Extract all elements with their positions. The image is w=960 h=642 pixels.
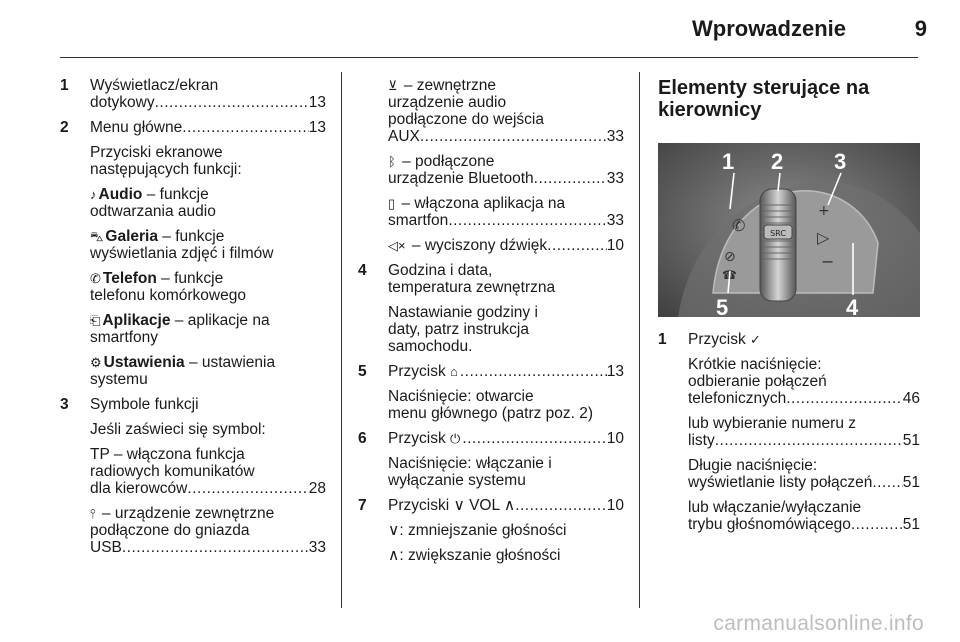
phone-button-icon: ✆ — [732, 216, 746, 235]
function-name: Telefon — [102, 270, 157, 287]
mute-button-icon: ⊘ — [724, 249, 736, 265]
page-ref: 33 — [606, 128, 624, 145]
list-item-1 — [658, 331, 920, 348]
function-audio — [60, 186, 326, 220]
entry-label: wyświetlanie listy połączeń — [688, 474, 873, 491]
entry-label: Menu główne — [90, 119, 183, 136]
text-line: telefonu komórkowego — [90, 287, 246, 304]
smartphone-icon: ▯ — [388, 196, 396, 211]
entry-label: dla kierowców — [90, 480, 188, 497]
hangup-button-icon: ☎ — [722, 268, 737, 282]
text-line: Naciśnięcie: włączanie i — [388, 455, 552, 472]
section-title — [658, 77, 920, 121]
text-line: Naciśnięcie: otwarcie — [388, 388, 534, 405]
column-2 — [358, 77, 624, 572]
page-ref: 13 — [308, 94, 326, 111]
page-ref: 13 — [606, 363, 624, 380]
function-aplikacje — [60, 312, 326, 346]
column-3 — [658, 77, 920, 541]
entry-label: listy — [688, 432, 715, 449]
text-line: daty, patrz instrukcja — [388, 321, 529, 338]
list-item-5 — [358, 363, 624, 380]
item-number: 7 — [358, 497, 367, 514]
page-ref: 10 — [606, 237, 624, 254]
function-desc: – funkcje — [142, 186, 209, 203]
text-line: podłączone do wejścia — [388, 111, 544, 128]
header-divider — [60, 57, 918, 58]
page-ref: 10 — [606, 430, 624, 447]
bluetooth-icon: ᛒ — [388, 154, 396, 169]
paragraph — [658, 457, 920, 491]
title-line: kierownicy — [658, 99, 762, 121]
page-ref: 46 — [902, 390, 920, 407]
function-name: Aplikacje — [102, 312, 171, 329]
symbol-tp — [60, 446, 326, 497]
text-line: – podłączone — [397, 153, 495, 170]
item-text: temperatura zewnętrzna — [388, 279, 556, 296]
paragraph — [658, 415, 920, 449]
paragraph — [60, 144, 326, 178]
symbol-app — [358, 195, 624, 229]
src-label: SRC — [770, 229, 786, 238]
page-ref: 10 — [606, 497, 624, 514]
entry-label: urządzenie Bluetooth — [388, 170, 534, 187]
callout-4: 4 — [846, 295, 859, 317]
column-divider-1 — [341, 72, 342, 608]
page-ref: 51 — [902, 474, 920, 491]
text-line: samochodu. — [388, 338, 473, 355]
page-ref: 33 — [606, 212, 624, 229]
phone-call-icon: ✓ — [750, 332, 761, 347]
mute-icon: ◁× — [388, 238, 406, 253]
text-line: odbieranie połączeń — [688, 373, 827, 390]
item-number: 5 — [358, 363, 367, 380]
column-divider-2 — [639, 72, 640, 608]
paragraph — [658, 499, 920, 533]
callout-1: 1 — [722, 149, 735, 174]
text-line: menu głównego (patrz poz. 2) — [388, 405, 594, 422]
function-desc: – aplikacje na — [170, 312, 270, 329]
text-line: systemu — [90, 371, 148, 388]
page-ref: 51 — [902, 516, 920, 533]
text-line: ∨: zmniejszanie głośności — [388, 522, 567, 539]
entry-label: trybu głośnomówiącego — [688, 516, 851, 533]
minus-button-icon: − — [821, 252, 835, 271]
text-line: urządzenie audio — [388, 94, 507, 111]
music-note-icon: ♪ — [90, 187, 97, 202]
speaker-button-icon: ▷ — [817, 228, 830, 247]
entry-label: Przycisk — [388, 363, 446, 380]
function-desc: – ustawienia — [184, 354, 276, 371]
item-number: 3 — [60, 396, 69, 413]
power-icon: ⏻ — [450, 431, 461, 446]
symbol-mute — [358, 237, 624, 254]
home-icon: ⌂ — [450, 364, 458, 379]
paragraph — [358, 388, 624, 422]
function-name: Ustawienia — [103, 354, 185, 371]
function-galeria — [60, 228, 326, 262]
entry-label: USB — [90, 539, 122, 556]
paragraph — [358, 455, 624, 489]
text-line: Przyciski ekranowe — [90, 144, 223, 161]
entry-label: smartfon — [388, 212, 449, 229]
page-ref: 33 — [308, 539, 326, 556]
title-line: Elementy sterujące na — [658, 77, 870, 99]
list-item-3 — [60, 396, 326, 413]
text-line: – włączona aplikacja na — [397, 195, 566, 212]
text-line: – urządzenie zewnętrzne — [97, 505, 275, 522]
list-item-1 — [60, 77, 326, 111]
item-text: Przycisk — [688, 331, 746, 348]
item-number: 1 — [60, 77, 69, 94]
page-number: 9 — [914, 16, 927, 41]
column-1 — [60, 77, 326, 564]
page-title: Wprowadzenie — [691, 16, 846, 41]
usb-icon: ⫯ — [90, 506, 96, 521]
phone-icon: ✆ — [90, 271, 101, 286]
text-line: podłączone do gniazda — [90, 522, 250, 539]
page-ref: 28 — [308, 480, 326, 497]
text-line: następujących funkcji: — [90, 161, 242, 178]
page-ref: 51 — [902, 432, 920, 449]
callout-3: 3 — [834, 149, 847, 174]
entry-label: AUX — [388, 128, 420, 145]
callout-2: 2 — [771, 149, 784, 174]
paragraph — [658, 356, 920, 407]
watermark: carmanualsonline.info — [713, 612, 924, 635]
text-line: Jeśli zaświeci się symbol: — [90, 421, 266, 438]
paragraph — [358, 522, 624, 539]
entry-label: – wyciszony dźwięk — [407, 237, 548, 254]
entry-label: Przycisk — [388, 430, 446, 447]
list-item-2 — [60, 119, 326, 136]
toc-entry — [90, 119, 326, 136]
text-line: Nastawianie godziny i — [388, 304, 538, 321]
function-ustawienia — [60, 354, 326, 388]
text-line: wyświetlania zdjęć i filmów — [90, 245, 274, 262]
item-text: Godzina i data, — [388, 262, 493, 279]
function-name: Galeria — [105, 228, 158, 245]
list-item-4 — [358, 262, 624, 296]
symbol-usb — [60, 505, 326, 556]
function-name: Audio — [98, 186, 143, 203]
paragraph — [60, 421, 326, 438]
item-number: 2 — [60, 119, 69, 136]
page-ref: 13 — [308, 119, 326, 136]
text-line: ∧: zwiększanie głośności — [388, 547, 561, 564]
text-line: lub włączanie/wyłączanie — [688, 499, 862, 516]
text-line: radiowych komunikatów — [90, 463, 255, 480]
plus-button-icon: + — [818, 203, 830, 219]
text-line: odtwarzania audio — [90, 203, 216, 220]
text-line: lub wybieranie numeru z — [688, 415, 857, 432]
function-desc: – funkcje — [156, 270, 224, 287]
paragraph — [358, 547, 624, 564]
text-line: TP – włączona funkcja — [90, 446, 245, 463]
text-line: – zewnętrzne — [399, 77, 497, 94]
entry-label: dotykowy — [90, 94, 155, 111]
item-number: 1 — [658, 331, 667, 348]
list-item-6 — [358, 430, 624, 447]
text-line: Krótkie naciśnięcie: — [688, 356, 822, 373]
aux-icon: ⊻ — [388, 78, 398, 93]
page-ref: 33 — [606, 170, 624, 187]
paragraph — [358, 304, 624, 355]
function-desc: – funkcje — [157, 228, 225, 245]
callout-5: 5 — [716, 295, 729, 317]
toc-entry — [90, 94, 326, 111]
list-item-7 — [358, 497, 624, 514]
item-number: 4 — [358, 262, 367, 279]
thumbwheel — [760, 189, 796, 301]
item-text: Wyświetlacz/ekran — [90, 77, 219, 94]
entry-label: telefonicznych — [688, 390, 787, 407]
symbol-aux — [358, 77, 624, 145]
text-line: Długie naciśnięcie: — [688, 457, 818, 474]
item-number: 6 — [358, 430, 367, 447]
steering-wheel-controls-photo — [658, 143, 920, 317]
apps-icon: ⎗ — [90, 313, 101, 328]
symbol-bluetooth — [358, 153, 624, 187]
text-line: smartfony — [90, 329, 159, 346]
function-telefon — [60, 270, 326, 304]
gallery-icon: ⛍ — [90, 229, 104, 244]
item-text: Symbole funkcji — [90, 396, 199, 413]
text-line: wyłączanie systemu — [388, 472, 526, 489]
settings-gear-icon: ⚙ — [90, 355, 102, 370]
entry-label: Przyciski ∨ VOL ∧ — [388, 497, 516, 514]
